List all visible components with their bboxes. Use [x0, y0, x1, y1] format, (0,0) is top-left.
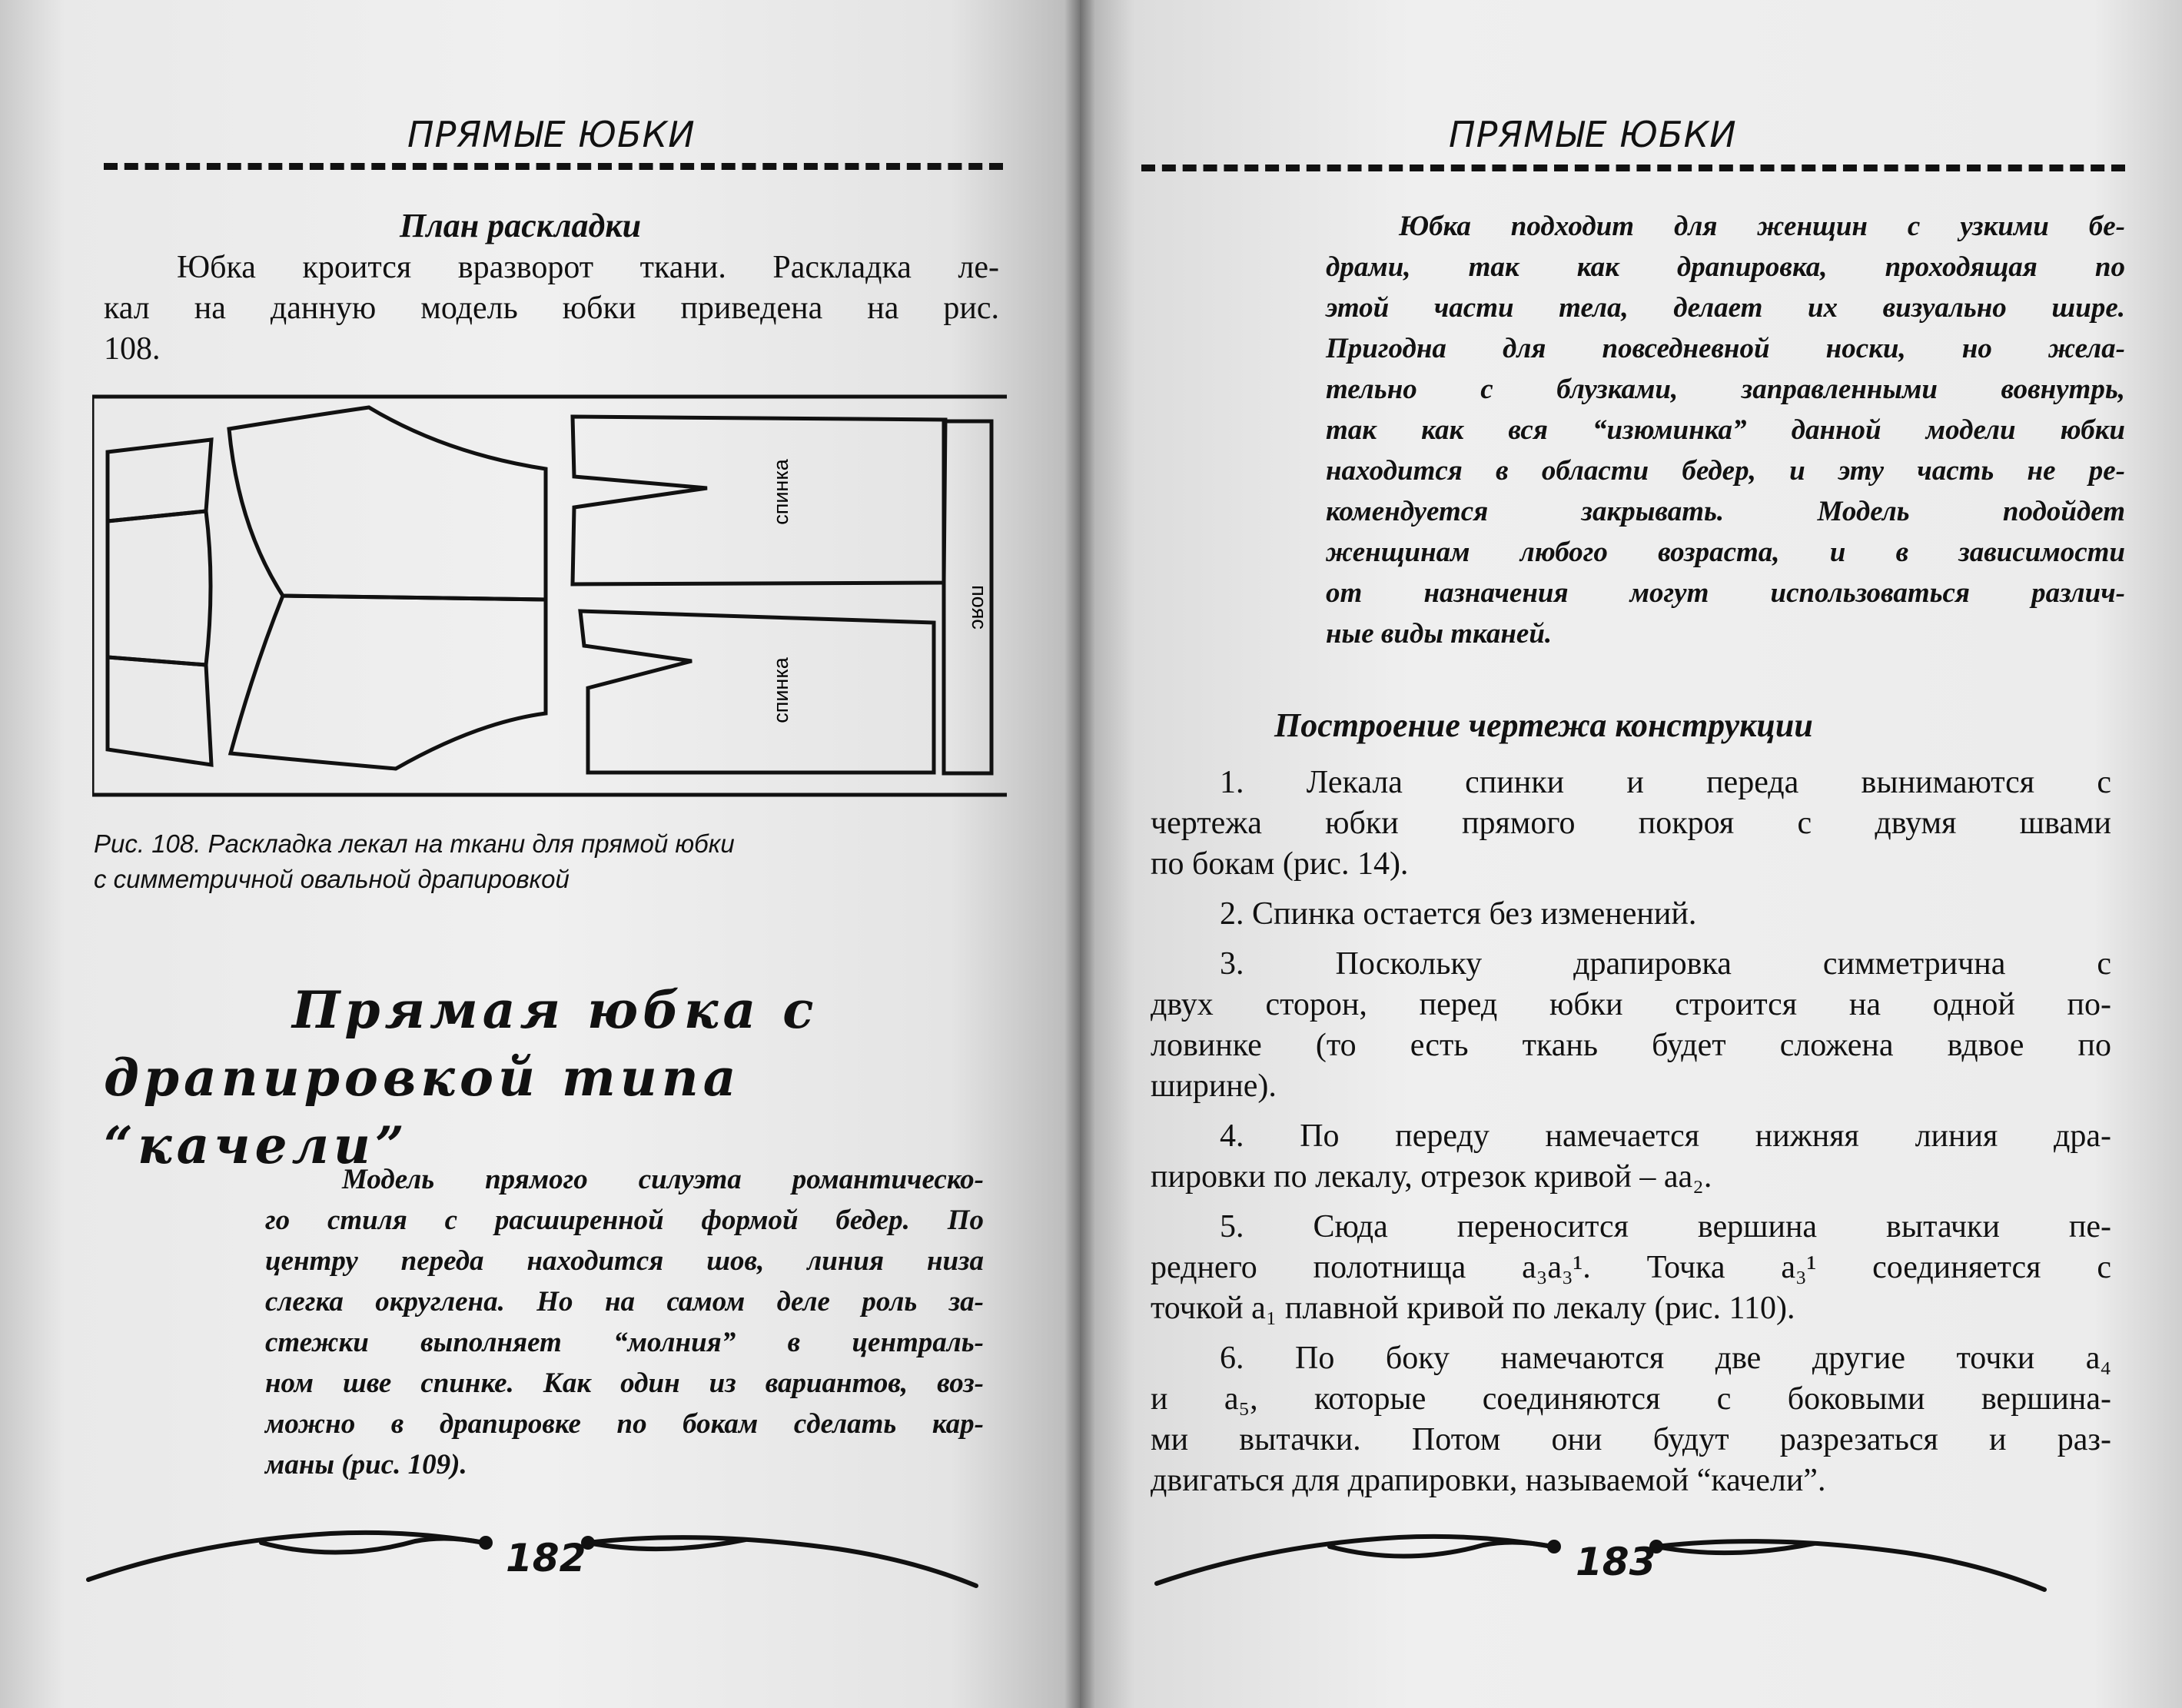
- model-description: [265, 1159, 984, 1485]
- suitability-line: женщинам любого возраста, и в зависимости: [1326, 537, 2125, 568]
- model-title: [104, 976, 1003, 1179]
- suitability-line: так как вся “изюминка” данной модели юбки: [1326, 414, 2125, 446]
- description-line: го стиля с расширенной формой бедер. По: [265, 1205, 984, 1236]
- front-panel-upper: [229, 407, 546, 600]
- back-piece-upper: [573, 417, 945, 584]
- description-line: стежки выполняет “молния” в централь-: [265, 1327, 984, 1358]
- step-2: 2. Спинка остается без изменений.: [1220, 896, 1697, 932]
- intro-paragraph: [104, 248, 999, 370]
- side-piece-upper: [108, 440, 211, 521]
- suitability-line: Пригодна для повседневной носки, но жела-: [1326, 333, 2125, 364]
- front-panel-lower: [231, 596, 546, 769]
- construction-heading: Построение чертежа конструкции: [1274, 706, 1813, 744]
- description-line: можно в драпировке по бокам сделать кар-: [265, 1408, 984, 1440]
- description-line: Модель прямого силуэта романтическо-: [342, 1164, 984, 1195]
- side-piece-lower: [108, 657, 211, 765]
- model-title-line: Прямая юбка с: [292, 980, 819, 1040]
- right-page: [1080, 0, 2182, 1708]
- page-number-left: 182: [506, 1536, 586, 1580]
- intro-line: 108.: [104, 331, 161, 367]
- left-page: [0, 0, 1080, 1708]
- layout-plan-heading: План раскладки: [400, 207, 642, 244]
- description-line: центру переда находится шов, линия низа: [265, 1245, 984, 1277]
- back-label-top: спинка: [769, 459, 792, 525]
- figure-caption: [94, 826, 1001, 897]
- step-6: 6. По боку намечаются две другие точки а₄ и а₅, которые соединяются с боковыми вершина- ми вытачки. Потом они будут разрезаться и раз- двигаться для драпировки, называемой “качели”.: [1151, 1341, 2111, 1498]
- suitability-line: драми, так как драпировка, проходящая по: [1326, 251, 2125, 283]
- suitability-paragraph: [1326, 206, 2125, 654]
- waistband-label: пояс: [968, 585, 991, 630]
- intro-line: кал на данную модель юбки приведена на рис.: [104, 291, 999, 326]
- running-head-right: ПРЯМЫЕ ЮБКИ: [1449, 114, 1737, 155]
- description-line: ном шве спинке. Как один из вариантов, воз-: [265, 1367, 984, 1399]
- suitability-line: Юбка подходит для женщин с узкими бе-: [1399, 211, 2125, 242]
- side-piece-middle: [108, 511, 211, 665]
- intro-line: Юбка кроится вразворот ткани. Раскладка ле-: [177, 250, 999, 285]
- description-line: маны (рис. 109).: [265, 1449, 467, 1480]
- back-label-bottom: спинка: [769, 657, 792, 723]
- pattern-layout-figure: [92, 392, 1007, 803]
- description-line: слегка округлена. Но на самом деле роль за-: [265, 1286, 984, 1318]
- suitability-line: находится в области бедер, и эту часть не ре-: [1326, 455, 2125, 487]
- suitability-line: комендуется закрывать. Модель подойдет: [1326, 496, 2125, 527]
- book-gutter: [1064, 0, 1095, 1708]
- model-title-line: драпировкой типа “качели”: [104, 1048, 741, 1175]
- header-rule-left: [104, 163, 1003, 170]
- header-rule-right: [1141, 164, 2125, 171]
- caption-line: с симметричной овальной драпировкой: [94, 865, 570, 893]
- step-1: 1. Лекала спинки и переда вынимаются с чертежа юбки прямого покроя с двумя швами по бокам (рис. 14).: [1151, 765, 2111, 882]
- running-head-left: ПРЯМЫЕ ЮБКИ: [407, 114, 696, 155]
- suitability-line: от назначения могут использоваться различ-: [1326, 577, 2125, 609]
- caption-line: Рис. 108. Раскладка лекал на ткани для прямой юбки: [94, 829, 735, 858]
- suitability-line: ные виды тканей.: [1326, 618, 1553, 650]
- back-piece-lower: [580, 611, 934, 773]
- step-3: 3. Поскольку драпировка симметрична с двух сторон, перед юбки строится на одной по- ловинке (то есть ткань будет сложена вдвое по ширине).: [1151, 946, 2111, 1104]
- step-5: 5. Сюда переносится вершина вытачки пе- реднего полотнища а₃а₃¹. Точка а₃¹ соединяется с точкой а₁ плавной кривой по лекалу (рис. 110).: [1151, 1209, 2111, 1326]
- page-number-right: 183: [1576, 1540, 1656, 1584]
- suitability-line: этой части тела, делает их визуально шире.: [1326, 292, 2125, 324]
- construction-steps: [1151, 763, 2111, 1510]
- step-4: 4. По переду намечается нижняя линия дра- пировки по лекалу, отрезок кривой – аа₂.: [1151, 1118, 2111, 1195]
- suitability-line: тельно с блузками, заправленными вовнутрь,: [1326, 374, 2125, 405]
